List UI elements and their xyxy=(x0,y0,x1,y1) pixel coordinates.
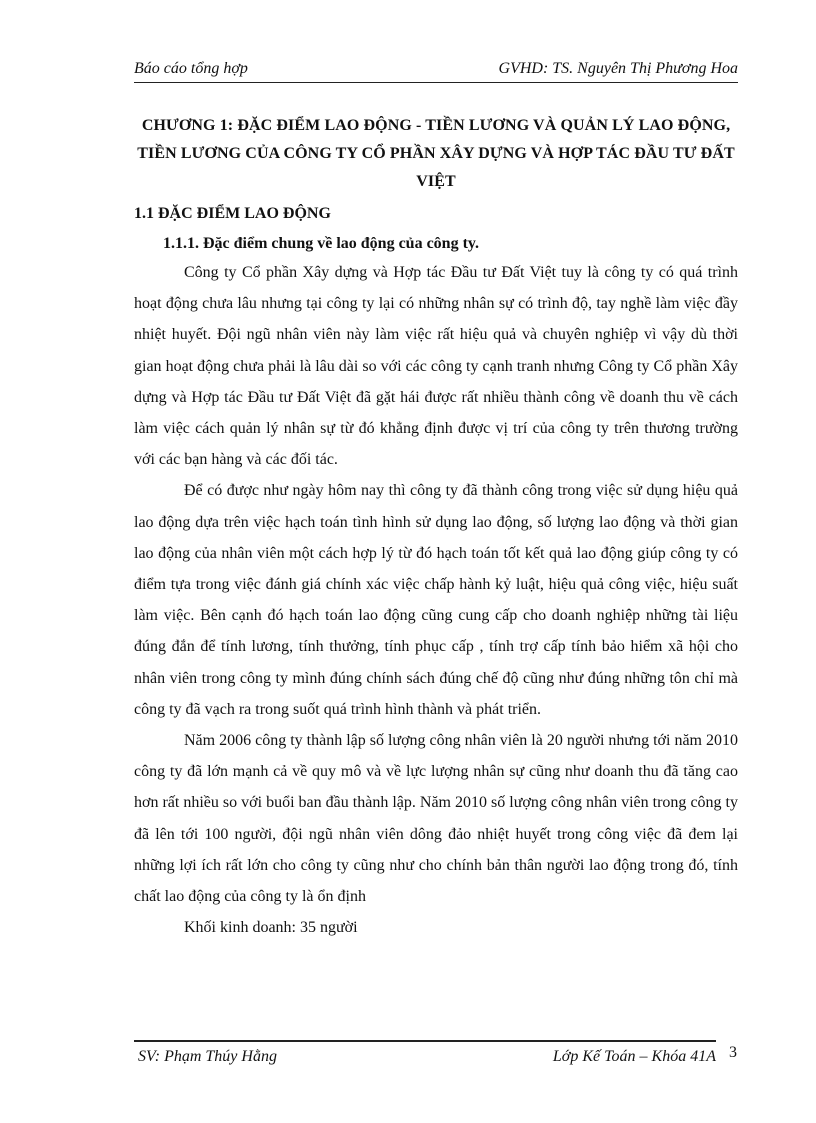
section-heading: 1.1 ĐẶC ĐIỂM LAO ĐỘNG xyxy=(134,205,331,222)
header-report-title: Báo cáo tổng hợp xyxy=(134,60,248,77)
footer-student: SV: Phạm Thúy Hằng xyxy=(138,1048,277,1065)
subsection-heading: 1.1.1. Đặc điểm chung về lao động của công ty. xyxy=(163,235,480,252)
page-number: 3 xyxy=(729,1044,737,1061)
chapter-title: CHƯƠNG 1: ĐẶC ĐIỂM LAO ĐỘNG - TIỀN LƯƠNG VÀ QUẢN LÝ LAO ĐỘNG, TIỀN LƯƠNG CỦA CÔNG TY CỔ PHẦN XÂY DỰNG VÀ HỢP TÁC ĐẦU TƯ ĐẤT VIỆT xyxy=(137,117,735,190)
paragraph: Năm 2006 công ty thành lập số lượng công nhân viên là 20 người nhưng tới năm 2010 công ty đã lớn mạnh cả về quy mô và về lực lượng nhân sự cũng như doanh thu đã tăng cao hơn rất nhiều so với buổi ban đầu thành lập. Năm 2010 số lượng công nhân viên trong công ty đã lên tới 100 người, đội ngũ nhân viên dông đảo nhiệt huyết trong công việc đã đem lại những lợi ích rất lớn cho công ty cũng như cho chính bản thân người lao động trong đó, tính chất lao động của công ty là ổn định xyxy=(134,732,738,906)
page-header xyxy=(134,58,738,83)
footer-class: Lớp Kế Toán – Khóa 41A xyxy=(552,1048,716,1065)
paragraph: Công ty Cổ phần Xây dựng và Hợp tác Đầu tư Đất Việt tuy là công ty có quá trình hoạt động chưa lâu nhưng tại công ty lại có những nhân sự có trình độ, tay nghề làm việc đầy nhiệt huyết. Đội ngũ nhân viên này làm việc rất hiệu quả và chuyên nghiệp vì vậy dù thời gian hoạt động chưa phải là lâu dài so với các công ty cạnh tranh nhưng Công ty Cổ phần Xây dựng và Hợp tác Đầu tư Đất Việt đã gặt hái được rất nhiều thành công về doanh thu về cách làm việc cách quản lý nhân sự từ đó khẳng định được vị trí của công ty trên thương trường với các bạn hàng và các đối tác. xyxy=(134,264,738,469)
paragraph: Khối kinh doanh: 35 người xyxy=(184,919,358,937)
page-footer xyxy=(134,1040,716,1072)
paragraph: Để có được như ngày hôm nay thì công ty đã thành công trong việc sử dụng hiệu quả lao động dựa trên việc hạch toán tình hình sử dụng lao động, số lượng lao động và thời gian lao động của nhân viên một cách hợp lý từ đó hạch toán tốt kết quả lao động giúp công ty có điểm tựa trong việc đánh giá chính xác việc chấp hành kỷ luật, hiệu quả công việc, hiệu suất làm việc. Bên cạnh đó hạch toán lao động cũng cung cấp cho doanh nghiệp những tài liệu đúng đắn để tính lương, tính thưởng, tính phục cấp , tính trợ cấp tính bảo hiểm xã hội cho nhân viên trong công ty mình đúng chính sách đúng chế độ cũng như đúng những tôn chỉ mà công ty đã vạch ra trong suốt quá trình hình thành và phát triển. xyxy=(134,482,738,718)
header-supervisor: GVHD: TS. Nguyên Thị Phương Hoa xyxy=(498,60,738,77)
body-text xyxy=(134,257,738,943)
